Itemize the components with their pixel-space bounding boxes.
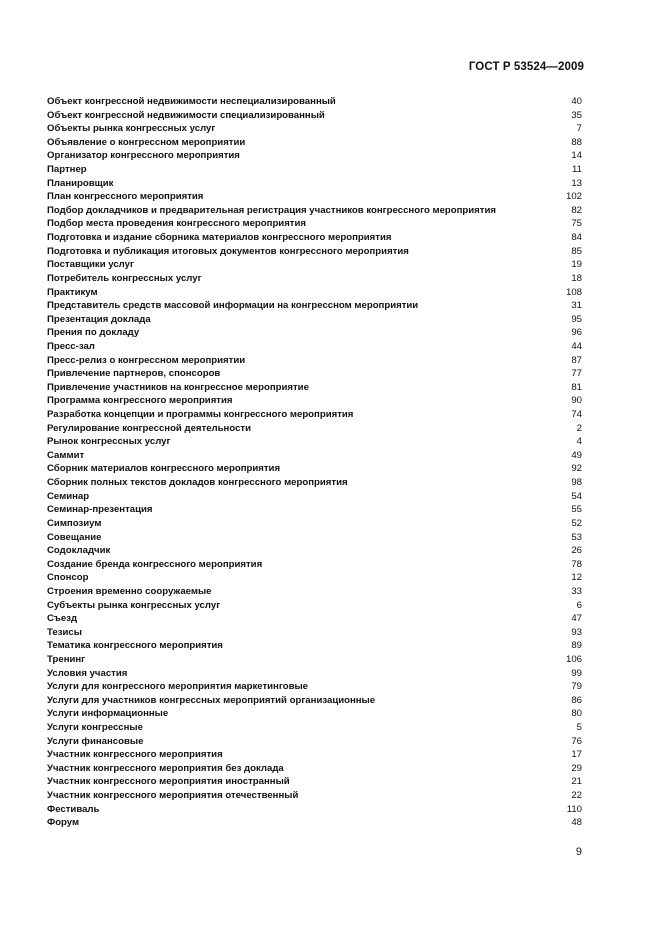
index-page-ref: 54 bbox=[571, 490, 582, 502]
index-page-ref: 5 bbox=[576, 722, 582, 734]
index-page-ref: 81 bbox=[571, 381, 582, 393]
index-term: Регулирование конгрессной деятельности bbox=[47, 422, 252, 434]
index-entry bbox=[47, 340, 582, 354]
index-term: Услуги для участников конгрессных мероприятий организационные bbox=[47, 694, 376, 706]
index-page-ref: 14 bbox=[571, 150, 582, 162]
index-page-ref: 17 bbox=[571, 749, 582, 761]
index-page-ref: 11 bbox=[572, 164, 582, 176]
index-term: Подготовка и издание сборника материалов конгрессного мероприятия bbox=[47, 232, 392, 244]
index-entry bbox=[47, 299, 582, 313]
index-term: Тренинг bbox=[47, 653, 86, 665]
index-entry bbox=[47, 245, 582, 259]
index-term: Услуги финансовые bbox=[47, 735, 144, 747]
index-page-ref: 79 bbox=[571, 681, 582, 693]
page-number: 9 bbox=[575, 846, 582, 858]
index-term: Саммит bbox=[47, 449, 85, 461]
index-page-ref: 108 bbox=[565, 286, 582, 298]
index-entry bbox=[47, 190, 582, 204]
index-term: Съезд bbox=[47, 613, 78, 625]
index-page-ref: 102 bbox=[565, 191, 582, 203]
index-term: Сборник материалов конгрессного мероприятия bbox=[47, 463, 281, 475]
index-page-ref: 78 bbox=[571, 558, 582, 570]
index-page-ref: 29 bbox=[571, 762, 582, 774]
index-entry bbox=[47, 258, 582, 272]
index-term: Привлечение участников на конгрессное мероприятие bbox=[47, 381, 309, 393]
index-term: Содокладчик bbox=[47, 545, 111, 557]
index-page-ref: 44 bbox=[571, 340, 582, 352]
index-term: Субъекты рынка конгрессных услуг bbox=[47, 599, 221, 611]
index-entry bbox=[47, 816, 582, 830]
index-term: Форум bbox=[47, 817, 80, 829]
index-term: Семинар bbox=[47, 490, 90, 502]
index-entry bbox=[47, 95, 582, 109]
index-entry bbox=[47, 680, 582, 694]
index-entry bbox=[47, 803, 582, 817]
index-term: Создание бренда конгрессного мероприятия bbox=[47, 558, 263, 570]
index-term: Совещание bbox=[47, 531, 102, 543]
index-term: Условия участия bbox=[47, 667, 128, 679]
index-term: Потребитель конгрессных услуг bbox=[47, 272, 202, 284]
index-page-ref: 19 bbox=[571, 259, 582, 271]
index-entry bbox=[47, 109, 582, 123]
index-entry bbox=[47, 313, 582, 327]
index-term: Спонсор bbox=[47, 572, 89, 584]
index-entry bbox=[47, 136, 582, 150]
index-entry bbox=[47, 381, 582, 395]
index-term: Программа конгрессного мероприятия bbox=[47, 395, 233, 407]
index-term: Строения временно сооружаемые bbox=[47, 585, 212, 597]
index-term: Фестиваль bbox=[47, 803, 100, 815]
index-entry bbox=[47, 558, 582, 572]
index-entry bbox=[47, 707, 582, 721]
index-page-ref: 77 bbox=[571, 368, 582, 380]
index-entry bbox=[47, 435, 582, 449]
index-term: Симпозиум bbox=[47, 517, 102, 529]
alphabetical-index bbox=[47, 95, 582, 830]
index-entry bbox=[47, 449, 582, 463]
index-entry bbox=[47, 286, 582, 300]
index-page-ref: 7 bbox=[576, 123, 582, 135]
index-page-ref: 93 bbox=[571, 626, 582, 638]
index-page-ref: 48 bbox=[571, 817, 582, 829]
index-page-ref: 89 bbox=[571, 640, 582, 652]
index-term: Пресс-релиз о конгрессном мероприятии bbox=[47, 354, 246, 366]
index-page-ref: 96 bbox=[571, 327, 582, 339]
index-entry bbox=[47, 177, 582, 191]
index-entry bbox=[47, 231, 582, 245]
index-page-ref: 47 bbox=[571, 613, 582, 625]
index-entry bbox=[47, 122, 582, 136]
index-entry bbox=[47, 367, 582, 381]
index-entry bbox=[47, 667, 582, 681]
index-term: Тезисы bbox=[47, 626, 82, 638]
index-page-ref: 88 bbox=[571, 136, 582, 148]
document-header: ГОСТ Р 53524—2009 bbox=[468, 61, 584, 73]
index-page-ref: 26 bbox=[571, 545, 582, 557]
index-term: Прения по докладу bbox=[47, 327, 140, 339]
index-term: Участник конгрессного мероприятия bbox=[47, 749, 223, 761]
index-term: Представитель средств массовой информации на конгрессном мероприятии bbox=[47, 300, 419, 312]
index-entry bbox=[47, 531, 582, 545]
index-entry bbox=[47, 762, 582, 776]
index-term: Услуги конгрессные bbox=[47, 722, 143, 734]
index-page-ref: 106 bbox=[565, 653, 582, 665]
index-entry bbox=[47, 599, 582, 613]
index-page-ref: 33 bbox=[571, 585, 582, 597]
index-page-ref: 2 bbox=[576, 422, 582, 434]
index-term: Участник конгрессного мероприятия иностранный bbox=[47, 776, 290, 788]
index-term: Участник конгрессного мероприятия отечественный bbox=[47, 790, 299, 802]
index-entry bbox=[47, 748, 582, 762]
index-term: Организатор конгрессного мероприятия bbox=[47, 150, 240, 162]
index-page-ref: 22 bbox=[571, 790, 582, 802]
index-page-ref: 13 bbox=[571, 177, 582, 189]
index-term: Подготовка и публикация итоговых документов конгрессного мероприятия bbox=[47, 245, 409, 257]
index-entry bbox=[47, 721, 582, 735]
index-entry bbox=[47, 517, 582, 531]
index-term: Сборник полных текстов докладов конгрессного мероприятия bbox=[47, 477, 348, 489]
index-term: Партнер bbox=[47, 164, 87, 176]
index-term: План конгрессного мероприятия bbox=[47, 191, 204, 203]
index-term: Привлечение партнеров, спонсоров bbox=[47, 368, 221, 380]
index-term: Практикум bbox=[47, 286, 98, 298]
index-page-ref: 52 bbox=[571, 517, 582, 529]
index-term: Подбор места проведения конгрессного мероприятия bbox=[47, 218, 306, 230]
index-page-ref: 98 bbox=[571, 477, 582, 489]
index-term: Услуги информационные bbox=[47, 708, 169, 720]
index-page-ref: 110 bbox=[566, 803, 582, 815]
index-page-ref: 55 bbox=[571, 504, 582, 516]
index-entry bbox=[47, 149, 582, 163]
index-page-ref: 80 bbox=[571, 708, 582, 720]
index-page-ref: 87 bbox=[571, 354, 582, 366]
index-page-ref: 82 bbox=[571, 204, 582, 216]
index-entry bbox=[47, 204, 582, 218]
index-entry bbox=[47, 476, 582, 490]
index-entry bbox=[47, 775, 582, 789]
index-term: Объект конгрессной недвижимости неспециализированный bbox=[47, 96, 336, 107]
index-page-ref: 12 bbox=[571, 572, 582, 584]
index-entry bbox=[47, 217, 582, 231]
index-entry bbox=[47, 653, 582, 667]
index-page-ref: 76 bbox=[571, 735, 582, 747]
index-entry bbox=[47, 585, 582, 599]
index-page-ref: 85 bbox=[571, 245, 582, 257]
index-entry bbox=[47, 354, 582, 368]
index-page-ref: 6 bbox=[576, 599, 582, 611]
index-term: Разработка концепции и программы конгрессного мероприятия bbox=[47, 409, 354, 421]
index-entry bbox=[47, 163, 582, 177]
index-page-ref: 95 bbox=[571, 313, 582, 325]
index-page-ref: 75 bbox=[571, 218, 582, 230]
index-term: Услуги для конгрессного мероприятия маркетинговые bbox=[47, 681, 309, 693]
index-entry bbox=[47, 462, 582, 476]
index-page-ref: 18 bbox=[571, 272, 582, 284]
index-page-ref: 84 bbox=[571, 232, 582, 244]
index-entry bbox=[47, 394, 582, 408]
index-entry bbox=[47, 272, 582, 286]
index-entry bbox=[47, 735, 582, 749]
index-page-ref: 86 bbox=[571, 694, 582, 706]
index-term: Пресс-зал bbox=[47, 340, 95, 352]
index-page-ref: 40 bbox=[571, 96, 582, 107]
index-page-ref: 92 bbox=[571, 463, 582, 475]
index-page-ref: 4 bbox=[576, 436, 582, 448]
index-term: Тематика конгрессного мероприятия bbox=[47, 640, 223, 652]
index-entry bbox=[47, 639, 582, 653]
index-entry bbox=[47, 422, 582, 436]
index-page-ref: 31 bbox=[571, 300, 582, 312]
index-entry bbox=[47, 789, 582, 803]
index-term: Семинар-презентация bbox=[47, 504, 153, 516]
index-term: Рынок конгрессных услуг bbox=[47, 436, 171, 448]
index-term: Поставщики услуг bbox=[47, 259, 134, 271]
index-term: Планировщик bbox=[47, 177, 114, 189]
index-term: Подбор докладчиков и предварительная регистрация участников конгрессного мероприятия bbox=[47, 204, 496, 216]
index-entry bbox=[47, 571, 582, 585]
index-entry bbox=[47, 612, 582, 626]
index-page-ref: 90 bbox=[571, 395, 582, 407]
index-page-ref: 74 bbox=[571, 409, 582, 421]
index-entry bbox=[47, 503, 582, 517]
index-page-ref: 49 bbox=[571, 449, 582, 461]
index-page-ref: 35 bbox=[571, 109, 582, 121]
index-term: Участник конгрессного мероприятия без доклада bbox=[47, 762, 284, 774]
index-page-ref: 99 bbox=[571, 667, 582, 679]
index-term: Объект конгрессной недвижимости специализированный bbox=[47, 109, 325, 121]
index-entry bbox=[47, 626, 582, 640]
index-entry bbox=[47, 408, 582, 422]
index-term: Объявление о конгрессном мероприятии bbox=[47, 136, 246, 148]
index-entry bbox=[47, 326, 582, 340]
index-entry bbox=[47, 694, 582, 708]
index-page-ref: 53 bbox=[571, 531, 582, 543]
index-term: Презентация доклада bbox=[47, 313, 151, 325]
index-term: Объекты рынка конгрессных услуг bbox=[47, 123, 216, 135]
index-entry bbox=[47, 490, 582, 504]
index-page-ref: 21 bbox=[571, 776, 582, 788]
index-entry bbox=[47, 544, 582, 558]
